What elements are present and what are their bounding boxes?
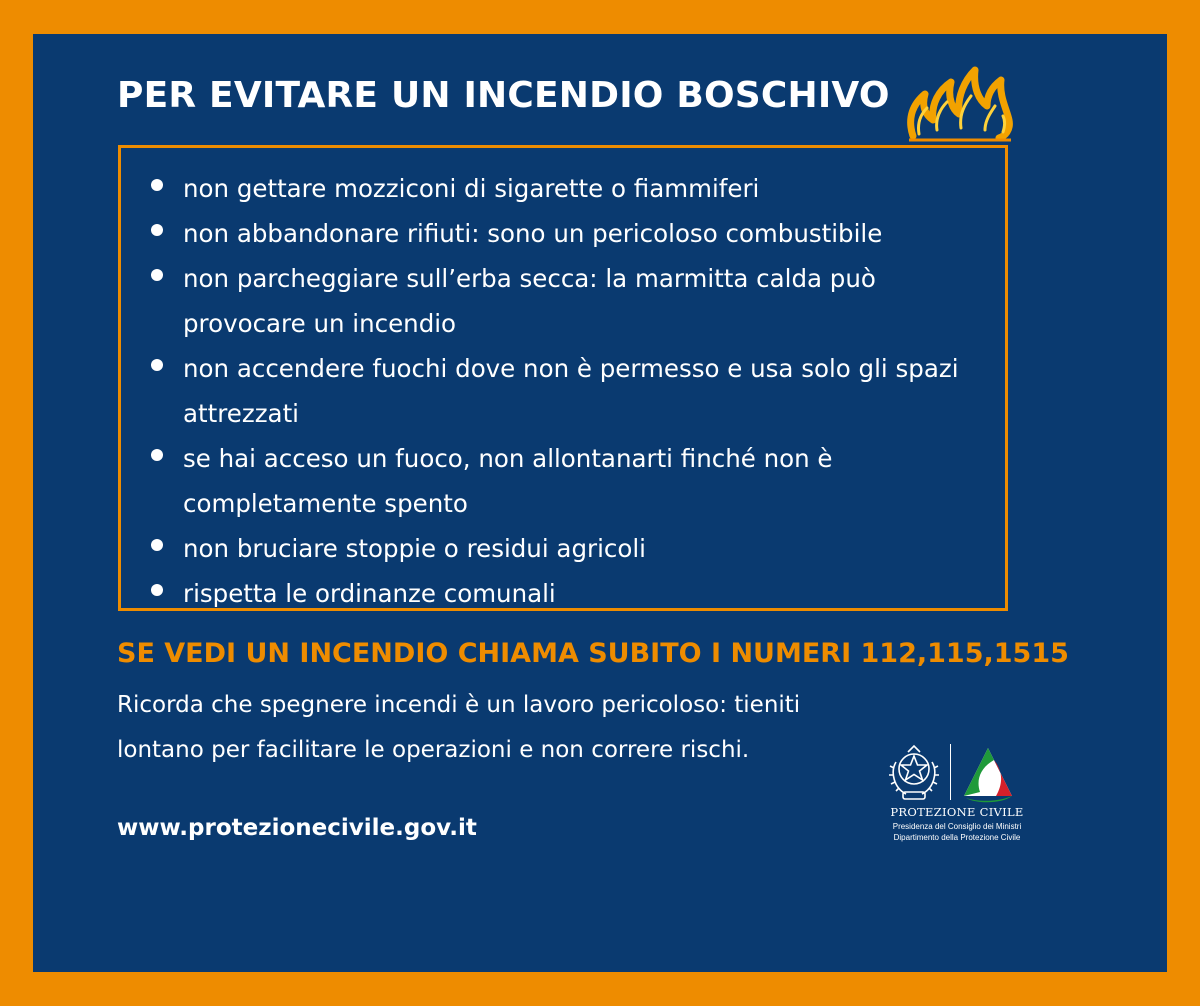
safety-advice-text: Ricorda che spegnere incendi è un lavoro pericoloso: tieniti lontano per facilitare le operazioni e non correre rischi.: [117, 692, 801, 763]
tip-text: non bruciare stoppie o residui agricoli: [183, 534, 646, 563]
tip-text: se hai acceso un fuoco, non allontanarti finché non è completamente spento: [183, 444, 833, 518]
website-link[interactable]: www.protezionecivile.gov.it: [117, 815, 477, 841]
italian-emblem-icon: [886, 740, 942, 802]
tip-text: non parcheggiare sull’erba secca: la marmitta calda può provocare un incendio: [183, 264, 876, 338]
bullet-icon: [151, 449, 163, 461]
tip-text: non abbandonare rifiuti: sono un pericoloso combustibile: [183, 219, 883, 248]
list-item: [121, 211, 1005, 256]
tip-text: non gettare mozziconi di sigarette o fiammiferi: [183, 174, 760, 203]
poster-title: PER EVITARE UN INCENDIO BOSCHIVO: [117, 75, 890, 116]
protezione-civile-logo: [886, 740, 1026, 840]
bullet-icon: [151, 359, 163, 371]
tips-list: [121, 148, 1005, 616]
protezione-civile-mark-icon: [958, 740, 1018, 804]
list-item: [121, 436, 1005, 526]
tip-text: non accendere fuochi dove non è permesso e usa solo gli spazi attrezzati: [183, 354, 959, 428]
list-item: [121, 526, 1005, 571]
logo-name: PROTEZIONE CIVILE: [890, 805, 1024, 819]
tips-box: [118, 145, 1008, 611]
logo-divider: [950, 744, 951, 800]
list-item: [121, 166, 1005, 211]
bullet-icon: [151, 539, 163, 551]
list-item: [121, 346, 1005, 436]
list-item: [121, 256, 1005, 346]
logo-subtitle-1: Presidenza del Consiglio dei Ministri: [892, 822, 1022, 831]
logo-subtitle-2: Dipartimento della Protezione Civile: [893, 833, 1021, 842]
bullet-icon: [151, 584, 163, 596]
bullet-icon: [151, 179, 163, 191]
bullet-icon: [151, 269, 163, 281]
emergency-numbers-heading: SE VEDI UN INCENDIO CHIAMA SUBITO I NUMERI 112,115,1515: [117, 638, 1069, 669]
bullet-icon: [151, 224, 163, 236]
fire-icon: [905, 60, 1015, 142]
tip-text: rispetta le ordinanze comunali: [183, 579, 556, 608]
list-item: [121, 571, 1005, 616]
